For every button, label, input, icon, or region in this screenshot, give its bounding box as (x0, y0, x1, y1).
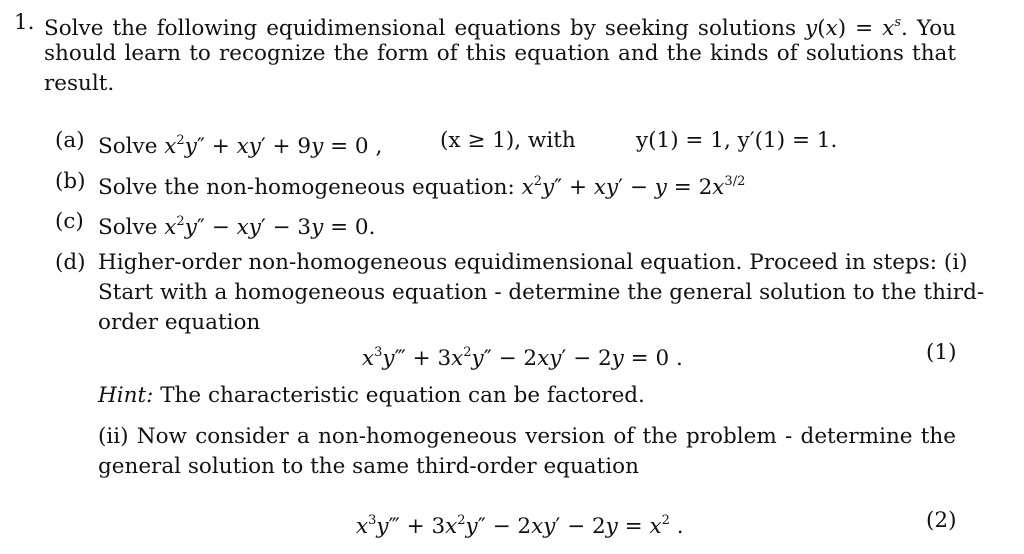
part-b-text: Solve the non-homogeneous equation: (98, 175, 515, 200)
part-d-line-1: Higher-order non-homogeneous equidimensional equation. Proceed in steps: (i) (98, 250, 968, 275)
intro-y: y (805, 16, 818, 41)
part-a-solve: Solve (98, 134, 158, 159)
part-d-ii-line-1: (ii) Now consider a non-homogeneous version of the problem - determine the (98, 424, 956, 449)
part-d-line-3: order equation (98, 310, 261, 335)
part-a-label: (a) (55, 128, 85, 153)
part-d-line-2: Start with a homogeneous equation - determine the general solution to the third- (98, 280, 985, 305)
equation-1-number: (1) (926, 340, 957, 365)
intro-x: x (825, 16, 838, 41)
part-c-solve: Solve (98, 215, 158, 240)
part-c-label: (c) (55, 209, 84, 234)
problem-number: 1. (14, 10, 35, 35)
intro-exponent: s (894, 15, 901, 30)
equation-2-number: (2) (926, 508, 957, 533)
part-b-label: (b) (55, 169, 86, 194)
equation-2: $x^3y‴ + 3x^2y'' - 2xy' - 2y = x^2$ . (356, 513, 684, 539)
intro-text: Solve the following equidimensional equations by seeking solutions (44, 16, 796, 41)
equation-1: $x^3y‴ + 3x^2y'' - 2xy' - 2y = 0$ . (362, 345, 683, 371)
intro-end: . You (901, 16, 956, 41)
part-d-ii-line-2: general solution to the same third-order equation (98, 454, 639, 479)
intro-line-2: should learn to recognize the form of this equation and the kinds of solutions that (44, 41, 956, 66)
hint-label: Hint: (98, 383, 154, 408)
intro-line-1: Solve the following equidimensional equations by seeking solutions $y(x) = x^s$. You (44, 15, 956, 41)
intro-line-3: result. (44, 71, 115, 96)
hint-line (98, 381, 645, 411)
part-a-equation: Solve $x^2y'' + xy' + 9y = 0$ , (98, 133, 383, 159)
hint-text: The characteristic equation can be factored. (160, 383, 645, 408)
part-c-equation: Solve $x^2y'' - xy' - 3y = 0$. (98, 214, 376, 240)
part-b-exponent: 3/2 (724, 174, 746, 189)
part-d-label: (d) (55, 250, 86, 275)
part-a-condition: (x ≥ 1), with (440, 128, 576, 153)
part-b-equation: Solve the non-homogeneous equation: $x^2y'' + xy' - y = 2x^{3/2}$ (98, 174, 746, 200)
part-a-initial-conditions: y(1) = 1, y′(1) = 1. (636, 128, 838, 153)
